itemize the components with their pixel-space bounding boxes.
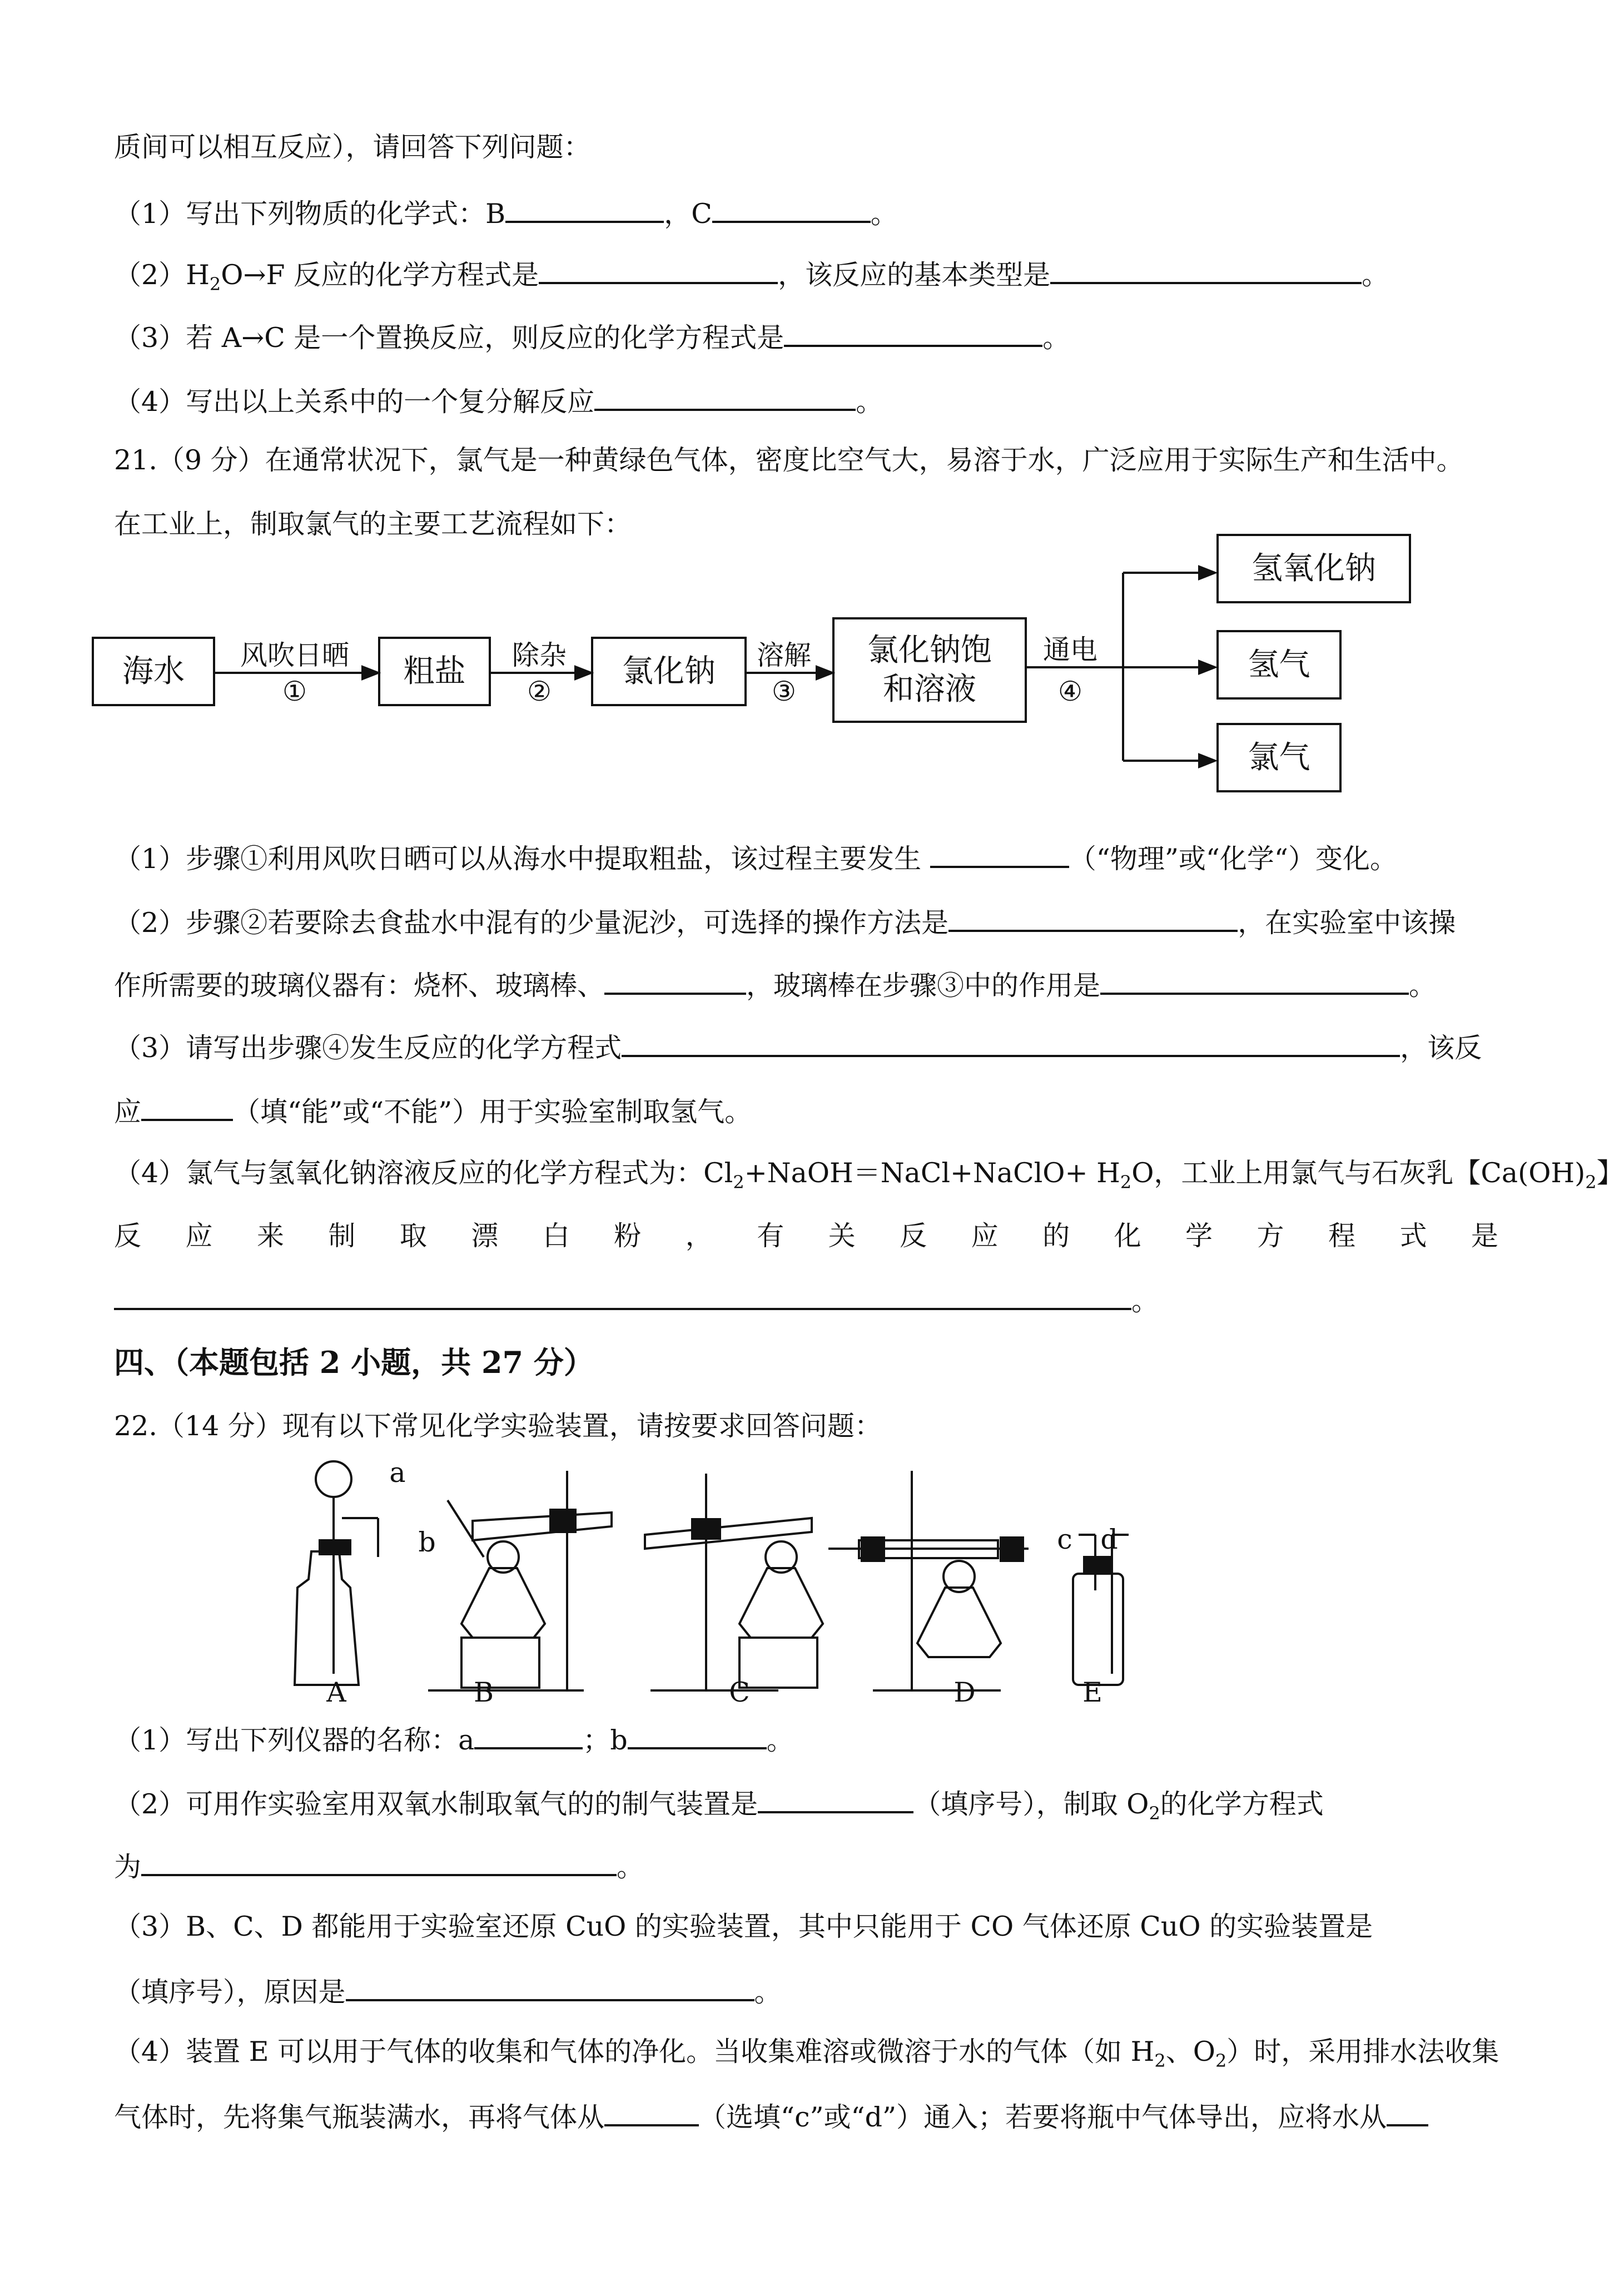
spread-char: 学 bbox=[1185, 1220, 1213, 1252]
q20-part1: （1）写出下列物质的化学式：B ，C 。 bbox=[114, 192, 898, 234]
q22-stem: 22.（14 分）现有以下常见化学实验装置，请按要求回答问题： bbox=[114, 1410, 882, 1442]
q21-part2: （2）步骤②若要除去食盐水中混有的少量泥沙，可选择的操作方法是 ，在实验室中该操 bbox=[114, 901, 1456, 943]
q21-part4-spread bbox=[114, 1217, 1498, 1256]
q21-stem: 21.（9 分）在通常状况下，氯气是一种黄绿色气体，密度比空气大，易溶于水，广泛应用于实际生产和生活中。 bbox=[114, 444, 1464, 476]
label-E: E bbox=[1082, 1677, 1102, 1708]
answer-blank[interactable] bbox=[346, 1970, 754, 2001]
answer-blank[interactable] bbox=[114, 1279, 1131, 1310]
arrow1-step: ① bbox=[282, 676, 307, 707]
test-tube-icon bbox=[473, 1513, 612, 1540]
answer-blank[interactable] bbox=[930, 837, 1069, 868]
q22-part4-cont: 气体时，先将集气瓶装满水，再将气体从 （选填“c”或“d”）通入；若要将瓶中气体导出，应将水从 bbox=[114, 2095, 1428, 2137]
answer-blank[interactable] bbox=[474, 1718, 583, 1749]
process-flow-arrows bbox=[0, 0, 1610, 834]
arrow4-step: ④ bbox=[1058, 676, 1082, 707]
spread-char: 反 bbox=[114, 1220, 142, 1252]
flow-box-chlorine: 氯气 bbox=[1216, 723, 1342, 792]
q21-part2-cont: 作所需要的玻璃仪器有：烧杯、玻璃棒、 ，玻璃棒在步骤③中的作用是 。 bbox=[114, 964, 1436, 1005]
q21-stem2: 在工业上，制取氯气的主要工艺流程如下： bbox=[114, 508, 632, 540]
q21-part3: （3）请写出步骤④发生反应的化学方程式 ，该反 bbox=[114, 1026, 1482, 1068]
arrow3-label: 溶解 bbox=[756, 639, 811, 671]
q20-intro-tail: 质间可以相互反应），请回答下列问题： bbox=[114, 131, 591, 163]
spread-char: 关 bbox=[828, 1220, 856, 1252]
arrow1-label: 风吹日晒 bbox=[240, 639, 349, 671]
q20-part2: $(2)H_2O\to F$ 反应的化学方程式是 ，该反应的基本类型是 。 bbox=[114, 253, 1389, 304]
label-D: D bbox=[953, 1677, 976, 1708]
q21-part4: （4）氯气与氢氧化钠溶液反应的化学方程式为：$Cl_2+NaOH=NaCl+NaClO+ H_2O$，工业上用氯气与石灰乳【$Ca(OH)_2$】 bbox=[114, 1157, 1624, 1193]
spread-char: 式 bbox=[1399, 1220, 1427, 1252]
q21-part4-answer: 。 bbox=[114, 1279, 1159, 1321]
spread-char: 是 bbox=[1471, 1220, 1498, 1252]
answer-blank[interactable] bbox=[628, 1718, 767, 1749]
flow-box-sodium-hydroxide: 氢氧化钠 bbox=[1216, 534, 1411, 603]
flow-box-hydrogen: 氢气 bbox=[1216, 630, 1342, 700]
arrow2-step: ② bbox=[527, 676, 552, 707]
spread-char: 的 bbox=[1042, 1220, 1070, 1252]
spread-char: ， bbox=[685, 1220, 713, 1252]
answer-blank[interactable] bbox=[604, 964, 746, 995]
answer-blank[interactable] bbox=[758, 1782, 913, 1813]
arrow4-label: 通电 bbox=[1042, 634, 1097, 666]
q22-part4: （4）装置 E 可以用于气体的收集和气体的净化。当收集难溶或微溶于水的气体（如 $H_2$、$O_2$）时，采用排水法收集 bbox=[114, 2036, 1499, 2071]
q20-part3: （3）若 A→C 是一个置换反应，则反应的化学方程式是 。 bbox=[114, 316, 1070, 358]
section-title: 四、（本题包括 2 小题，共 27 分） bbox=[114, 1345, 594, 1380]
flow-box-sodium-chloride: 氯化钠 bbox=[591, 637, 747, 706]
spread-char: 取 bbox=[399, 1220, 427, 1252]
gas-washing-bottle-icon bbox=[1073, 1574, 1123, 1685]
spread-char: 反 bbox=[900, 1220, 927, 1252]
conical-flask-icon bbox=[295, 1551, 359, 1685]
spread-char: 有 bbox=[757, 1220, 784, 1252]
answer-blank[interactable] bbox=[622, 1026, 1400, 1057]
label-A: A bbox=[326, 1677, 346, 1708]
spread-char: 化 bbox=[1114, 1220, 1141, 1252]
spread-char: 程 bbox=[1328, 1220, 1355, 1252]
answer-blank[interactable] bbox=[1100, 964, 1409, 995]
label-C: C bbox=[729, 1677, 750, 1708]
label-B: B bbox=[473, 1677, 494, 1708]
spread-char: 粉 bbox=[614, 1220, 642, 1252]
q21-part1: （1）步骤①利用风吹日晒可以从海水中提取粗盐，该过程主要发生 （“物理”或“化学“）变化。 bbox=[114, 837, 1397, 879]
q20-part4: （4）写出以上关系中的一个复分解反应 。 bbox=[114, 380, 883, 422]
q22-part3: （3）B、C、D 都能用于实验室还原 CuO 的实验装置，其中只能用于 CO 气体还原 CuO 的实验装置是 bbox=[114, 1911, 1373, 1942]
arrow3-step: ③ bbox=[772, 676, 796, 707]
spread-char: 来 bbox=[256, 1220, 284, 1252]
flow-box-saturated-solution: 氯化钠饱 和溶液 bbox=[832, 617, 1027, 723]
flow-box-seawater: 海水 bbox=[92, 637, 215, 706]
spread-char: 应 bbox=[185, 1220, 213, 1252]
answer-blank[interactable] bbox=[1387, 2095, 1428, 2126]
answer-blank[interactable] bbox=[948, 901, 1238, 932]
arrow2-label: 除杂 bbox=[511, 639, 567, 671]
flow-box-crude-salt: 粗盐 bbox=[378, 637, 491, 706]
q22-part1: （1）写出下列仪器的名称：a ；b 。 bbox=[114, 1718, 794, 1760]
label-a: a bbox=[389, 1457, 406, 1489]
q22-part2-cont: 为 。 bbox=[114, 1845, 644, 1887]
alcohol-lamp-icon bbox=[461, 1568, 545, 1638]
answer-blank[interactable] bbox=[141, 1090, 233, 1121]
spread-char: 方 bbox=[1257, 1220, 1284, 1252]
answer-blank[interactable] bbox=[141, 1845, 617, 1876]
spread-char: 应 bbox=[971, 1220, 999, 1252]
q22-part2: （2）可用作实验室用双氧水制取氧气的的制气装置是 （填序号），制取 $O_2$的化学方程式 bbox=[114, 1782, 1324, 1833]
label-d: d bbox=[1100, 1524, 1118, 1555]
answer-blank[interactable] bbox=[604, 2095, 699, 2126]
spread-char: 制 bbox=[328, 1220, 356, 1252]
spread-char: 白 bbox=[542, 1220, 570, 1252]
q22-part3-cont: （填序号），原因是 。 bbox=[114, 1970, 782, 2012]
spread-char: 漂 bbox=[471, 1220, 499, 1252]
label-b: b bbox=[418, 1526, 436, 1558]
separatory-funnel-icon bbox=[316, 1461, 351, 1497]
q21-part3-cont: 应 （填“能”或“不能”）用于实验室制取氢气。 bbox=[114, 1090, 752, 1132]
lab-apparatus-figure bbox=[0, 1457, 1610, 1718]
label-c: c bbox=[1057, 1524, 1072, 1555]
